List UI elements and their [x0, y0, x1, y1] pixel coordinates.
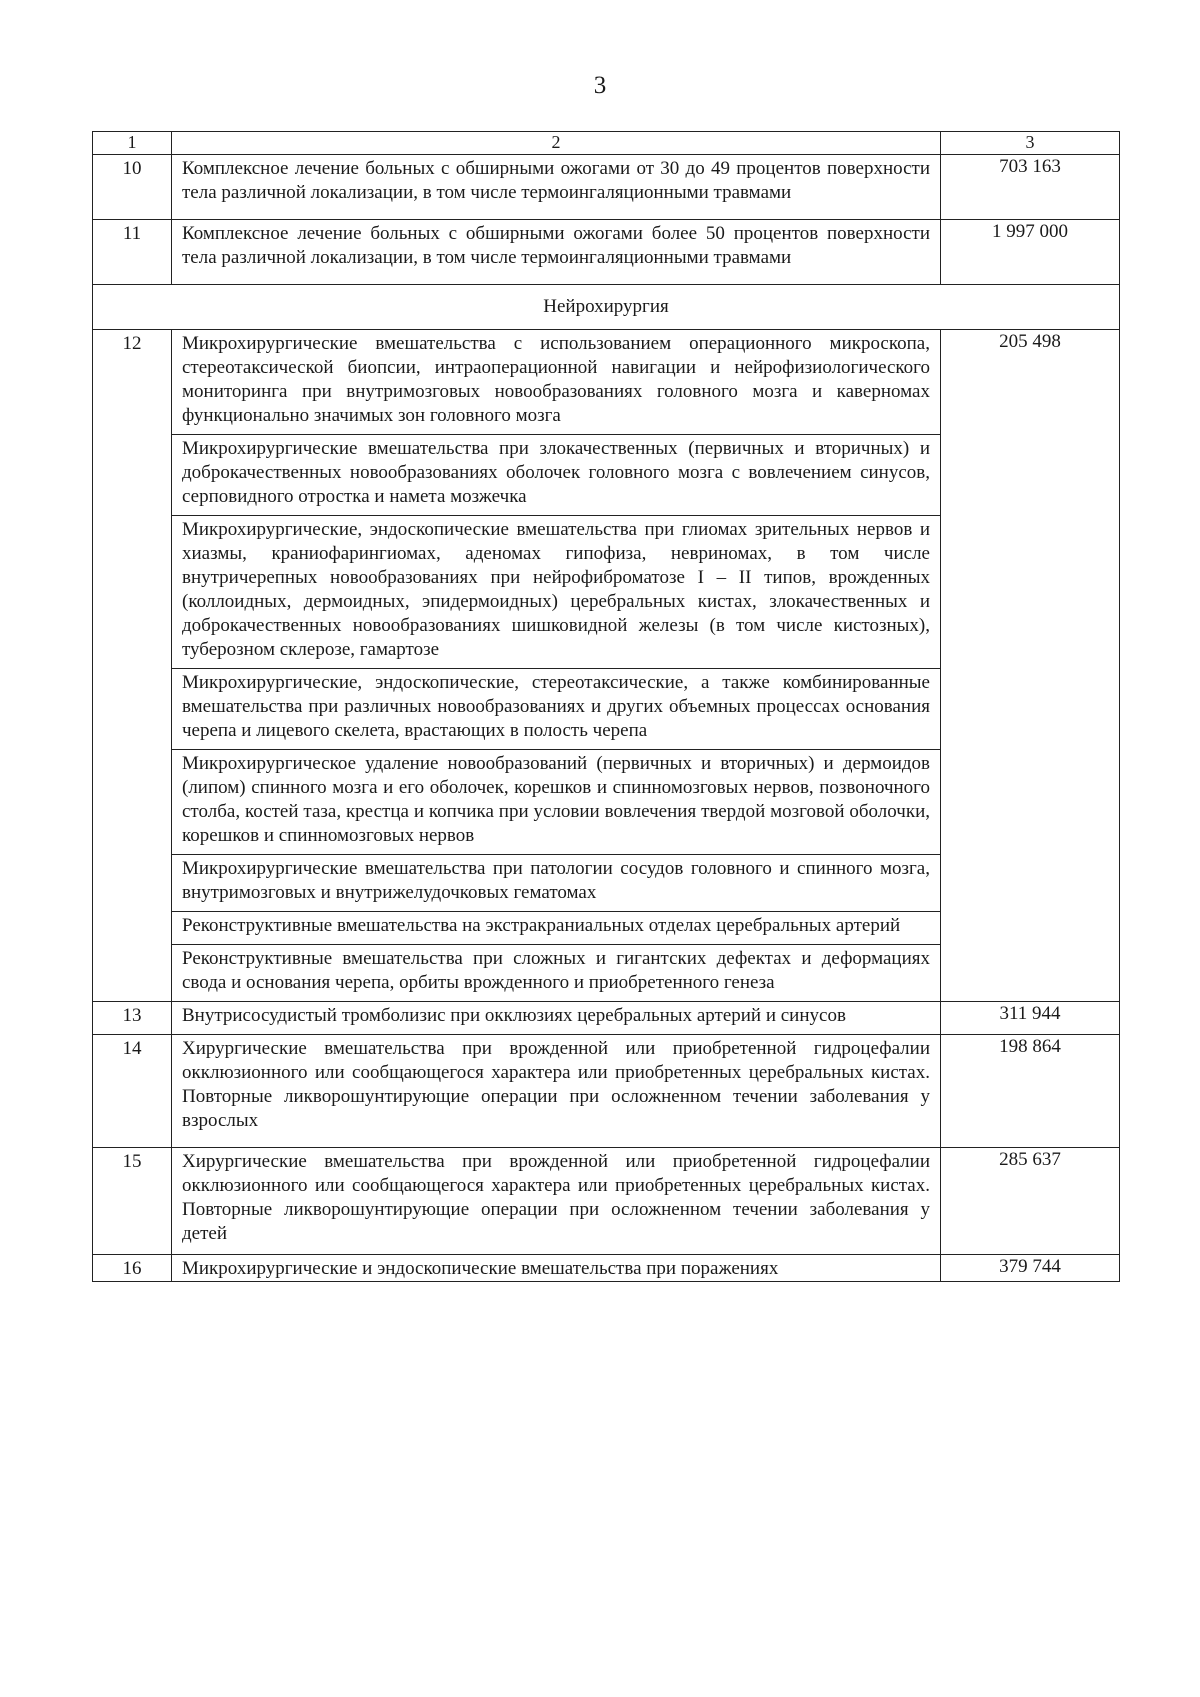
row-description: Комплексное лечение больных с обширными ожогами от 30 до 49 процентов поверхности тела различной локализации, в том числе термоингаляционными травмами — [182, 158, 930, 203]
row-price: 311 944 — [999, 1003, 1061, 1024]
row-number: 11 — [122, 223, 142, 244]
section-row — [93, 285, 1120, 330]
row-price: 703 163 — [999, 156, 1061, 177]
row-description: Реконструктивные вмешательства на экстракраниальных отделах церебральных артерий — [182, 915, 901, 936]
row-number: 16 — [122, 1258, 142, 1279]
row-price: 1 997 000 — [992, 221, 1068, 242]
row-description: Комплексное лечение больных с обширными ожогами более 50 процентов поверхности тела различной локализации, в том числе термоингаляционными травмами — [182, 223, 930, 268]
row-description: Хирургические вмешательства при врожденной или приобретенной гидроцефалии окклюзионного или сообщающегося характера или приобретенных церебральных кистах. Повторные ликворошунтирующие операции при осложненном течении заболевания у взрослых — [182, 1038, 930, 1131]
row-description: Микрохирургическое удаление новообразований (первичных и вторичных) и дермоидов (липом) спинного мозга и его оболочек, корешков и спинномозговых нервов, позвоночного столба, костей таза, крестца и копчика при условии вовлечения твердой мозговой оболочки, корешков и спинномозговых нервов — [182, 753, 930, 846]
row-number: 13 — [122, 1005, 142, 1026]
row-description: Микрохирургические вмешательства при злокачественных (первичных и вторичных) и доброкачественных новообразованиях оболочек головного мозга с вовлечением синусов, серповидного отростка и намета мозжечка — [182, 438, 930, 507]
header-col-3: 3 — [941, 132, 1120, 155]
row-price: 379 744 — [999, 1256, 1061, 1277]
table-header-row — [93, 132, 1120, 155]
table-row — [93, 1255, 1120, 1282]
row-price: 285 637 — [999, 1149, 1061, 1170]
row-description: Хирургические вмешательства при врожденной или приобретенной гидроцефалии окклюзионного или сообщающегося характера или приобретенных церебральных кистах. Повторные ликворошунтирующие операции при осложненном течении заболевания у детей — [182, 1151, 930, 1244]
row-description: Реконструктивные вмешательства при сложных и гигантских дефектах и деформациях свода и основания черепа, орбиты врожденного и приобретенного генеза — [182, 948, 930, 993]
table-row — [93, 1148, 1120, 1255]
row-number: 12 — [122, 333, 142, 354]
header-col-1: 1 — [93, 132, 172, 155]
table-row — [93, 1035, 1120, 1148]
table-row — [93, 220, 1120, 285]
row-price: 205 498 — [999, 331, 1061, 352]
table-row — [93, 330, 1120, 435]
section-title: Нейрохирургия — [93, 285, 1120, 330]
row-number: 14 — [122, 1038, 142, 1059]
row-description: Микрохирургические вмешательства с использованием операционного микроскопа, стереотаксической биопсии, интраоперационной навигации и нейрофизиологического мониторинга при внутримозговых новообразованиях головного мозга и каверномах функционально значимых зон головного мозга — [182, 333, 930, 426]
row-description: Микрохирургические, эндоскопические вмешательства при глиомах зрительных нервов и хиазмы, краниофарингиомах, аденомах гипофиза, невриномах, в том числе внутричерепных новообразованиях при нейрофиброматозе I – II типов, врожденных (коллоидных, дермоидных, эпидермоидных) церебральных кистах, злокачественных и доброкачественных новообразованиях шишковидной железы (в том числе кистозных), туберозном склерозе, гамартозе — [182, 519, 930, 660]
services-table — [92, 131, 1120, 1282]
page-number: 3 — [593, 72, 607, 99]
table-row — [93, 155, 1120, 220]
table-row — [93, 1002, 1120, 1035]
row-description: Внутрисосудистый тромболизис при окклюзиях церебральных артерий и синусов — [182, 1005, 846, 1026]
row-description: Микрохирургические и эндоскопические вмешательства при поражениях — [182, 1258, 779, 1279]
row-description: Микрохирургические, эндоскопические, стереотаксические, а также комбинированные вмешательства при различных новообразованиях и других объемных процессах основания черепа и лицевого скелета, врастающих в полость черепа — [182, 672, 930, 741]
row-description: Микрохирургические вмешательства при патологии сосудов головного и спинного мозга, внутримозговых и внутрижелудочковых гематомах — [182, 858, 930, 903]
row-number: 15 — [122, 1151, 142, 1172]
row-number: 10 — [122, 158, 142, 179]
row-price: 198 864 — [999, 1036, 1061, 1057]
header-col-2: 2 — [172, 132, 941, 155]
